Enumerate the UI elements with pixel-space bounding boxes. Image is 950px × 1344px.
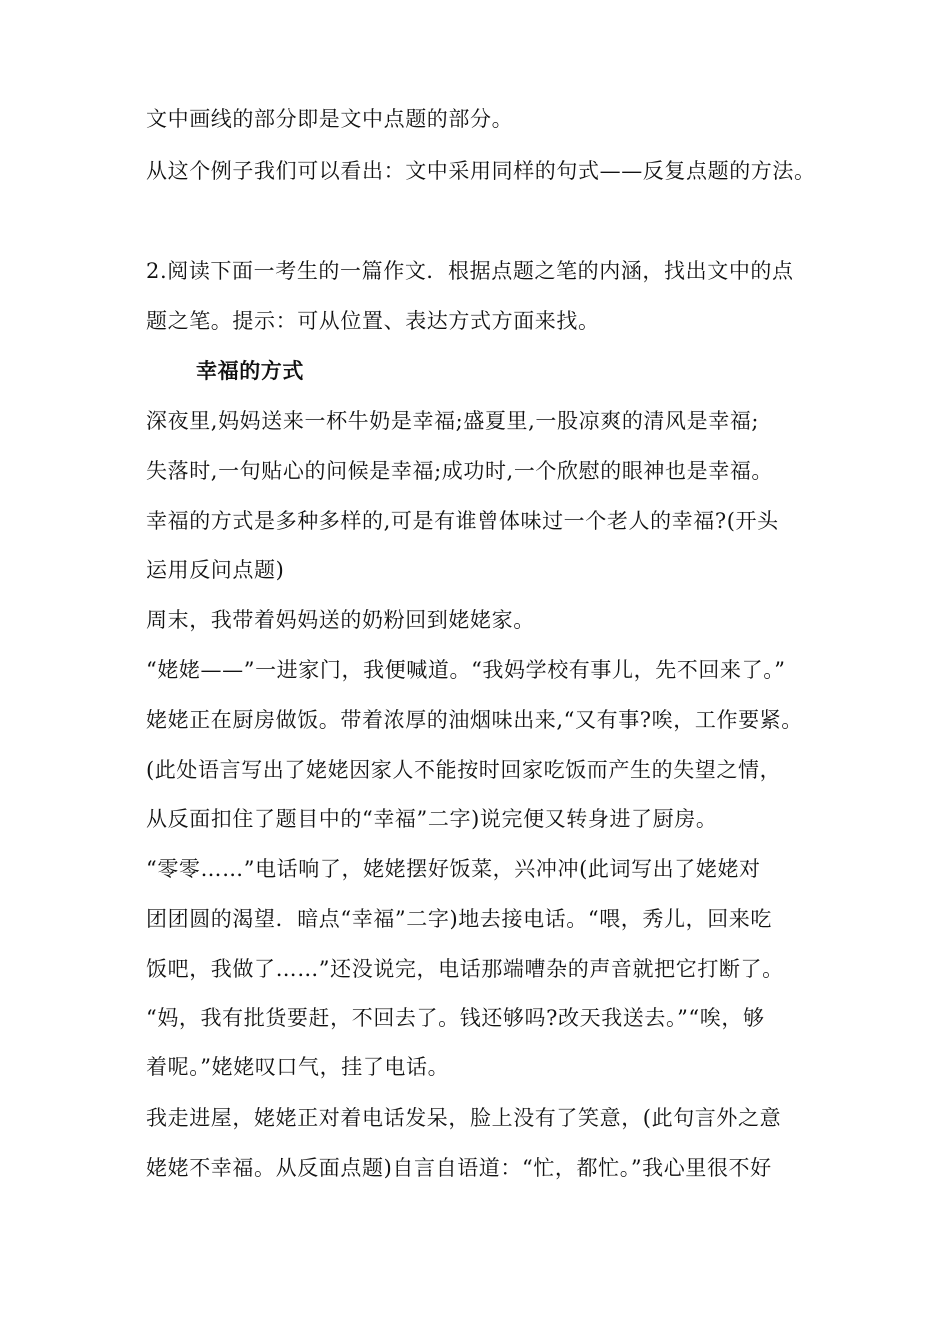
essay-line-3: 幸福的方式是多种多样的,可是有谁曾体味过一个老人的幸福?(开头 [146,509,779,533]
question-line-2: 题之笔。提示：可从位置、表达方式方面来找。 [146,309,600,333]
essay-line-14: 着呢。”姥姥叹口气，挂了电话。 [146,1055,450,1079]
essay-line-7: 姥姥正在厨房做饭。带着浓厚的油烟味出来,“又有事?唉，工作要紧。 [146,708,803,732]
essay-line-2: 失落时,一句贴心的问候是幸福;成功时,一个欣慰的眼神也是幸福。 [146,459,774,483]
essay-line-15: 我走进屋，姥姥正对着电话发呆，脸上没有了笑意，(此句言外之意 [146,1106,782,1130]
text-line-1: 文中画线的部分即是文中点题的部分。 [146,107,514,131]
essay-line-1: 深夜里,妈妈送来一杯牛奶是幸福;盛夏里,一股凉爽的清风是幸福; [146,409,760,433]
essay-title: 幸福的方式 [196,359,304,383]
essay-line-13: “妈，我有批货要赶，不回去了。钱还够吗?改天我送去。”“唉，够 [146,1006,765,1030]
essay-line-9: 从反面扣住了题目中的“幸福”二字)说完便又转身进了厨房。 [146,807,718,831]
essay-line-5: 周末，我带着妈妈送的奶粉回到姥姥家。 [146,608,535,632]
essay-line-11: 团团圆的渴望．暗点“幸福”二字)地去接电话。“喂，秀儿，回来吃 [146,907,772,931]
essay-line-12: 饭吧，我做了……”还没说完，电话那端嘈杂的声音就把它打断了。 [146,957,784,981]
question-line-1: 2.阅读下面一考生的一篇作文．根据点题之笔的内涵，找出文中的点 [146,259,794,283]
essay-line-8: (此处语言写出了姥姥因家人不能按时回家吃饭而产生的失望之情， [146,758,782,782]
essay-line-4: 运用反问点题) [146,558,285,582]
essay-line-16: 姥姥不幸福。从反面点题)自言自语道：“忙，都忙。”我心里很不好 [146,1156,772,1180]
essay-line-6: “姥姥——”一进家门，我便喊道。“我妈学校有事儿，先不回来了。” [146,658,786,682]
text-line-2: 从这个例子我们可以看出：文中采用同样的句式——反复点题的方法。 [146,159,816,183]
essay-line-10: “零零……”电话响了，姥姥摆好饭菜，兴冲冲(此词写出了姥姥对 [146,857,761,881]
